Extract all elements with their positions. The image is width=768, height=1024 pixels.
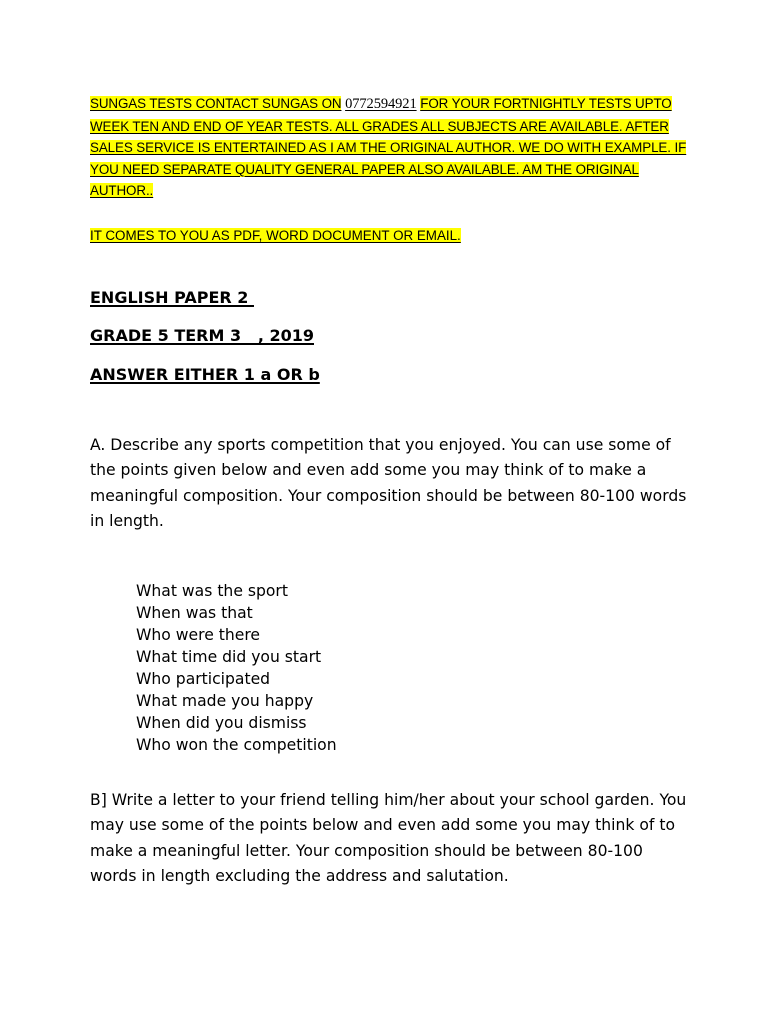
question-a <box>90 433 690 534</box>
delivery-paragraph <box>90 225 690 247</box>
advert-text-rest: FOR YOUR FORTNIGHTLY TESTS UPTO WEEK TEN AND END OF YEAR TESTS. ALL GRADES ALL SUBJECTS ARE AVAILABLE. AFTER SALES SERVICE IS ENTERTAINED AS I AM THE ORIGINAL AUTHOR. WE DO WITH EXAMPLE. IF YOU NEED SEPARATE QUALITY GENERAL PAPER ALSO AVAILABLE. AM THE ORIGINAL AUTHOR.. <box>90 96 687 198</box>
delivery-notice <box>90 212 690 260</box>
grade-term-heading: GRADE 5 TERM 3 , 2019 <box>90 326 314 345</box>
question-b <box>90 788 690 889</box>
list-item: What was the sport <box>136 582 288 600</box>
paper-title: ENGLISH PAPER 2 <box>90 288 254 307</box>
delivery-text: IT COMES TO YOU AS PDF, WORD DOCUMENT OR EMAIL. <box>90 228 461 244</box>
contact-phone-number: 0772594921 <box>345 96 417 112</box>
advert-paragraph <box>90 93 690 202</box>
advert-text-start: SUNGAS TESTS CONTACT SUNGAS ON <box>90 96 342 111</box>
list-item: What time did you start <box>136 648 322 666</box>
question-b-text: B] Write a letter to your friend telling him/her about your school garden. You may use some of the points below and even add some you may think of to make a meaningful letter. Your composition should be between 80-100 words in length excluding the address and salutation. <box>90 791 687 885</box>
list-item: When did you dismiss <box>136 714 307 732</box>
list-item: Who participated <box>136 670 271 688</box>
list-item: Who were there <box>136 626 261 644</box>
list-item: Who won the competition <box>136 736 337 754</box>
advert-notice <box>90 93 690 202</box>
question-a-text: A. Describe any sports competition that you enjoyed. You can use some of the points given below and even add some you may think of to make a meaningful composition. Your composition should be between 80-100 words in length. <box>90 436 687 530</box>
answer-instruction: ANSWER EITHER 1 a OR b <box>90 365 320 384</box>
list-item: What made you happy <box>136 692 314 710</box>
list-item: When was that <box>136 604 253 622</box>
question-a-points-list <box>136 580 337 756</box>
